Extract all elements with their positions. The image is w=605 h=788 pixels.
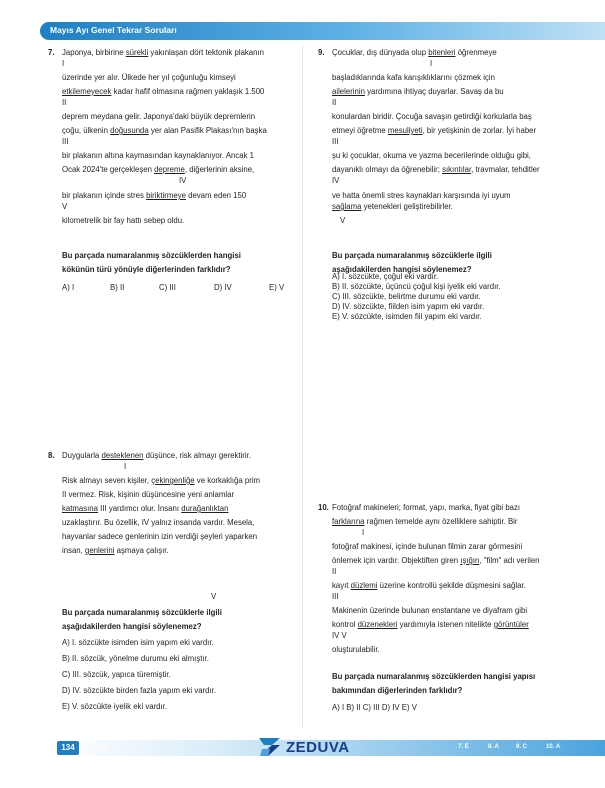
option-c[interactable]: C) III <box>159 283 176 292</box>
passage-line <box>62 113 255 121</box>
passage-line <box>62 452 251 460</box>
question-stem-line: kökünün türü yönüyle diğerlerinden farklıdır? <box>62 265 231 274</box>
passage-text: deprem meydana gelir. Japonya'daki büyük depremlerin <box>62 112 256 121</box>
passage-line <box>62 491 234 499</box>
passage-text: , diğerlerinin aksine, <box>184 165 255 174</box>
passage-text: II <box>332 98 337 107</box>
question-number: 9. <box>318 48 325 57</box>
passage-text: düşünce, risk almayı gerektirir. <box>143 451 251 460</box>
passage-text: kilometrelik bir fay hattı sebep oldu. <box>62 216 185 225</box>
question-number: 10. <box>318 503 329 512</box>
passage-line <box>62 519 254 527</box>
question-stem-line: Bu parçada numaralanmış sözcüklerden hangisi yapısı <box>332 672 536 681</box>
option-c[interactable]: C) III. sözcük, yapıca türemiştir. <box>62 670 171 679</box>
passage-text: yakınlaşan dört tektonik plakanın <box>148 48 264 57</box>
brand-logo <box>258 736 350 758</box>
numbered-word: doğusunda <box>110 126 149 135</box>
answer-key-item: 7. E <box>458 744 469 750</box>
question-number: 7. <box>48 48 55 57</box>
passage-text: insan, <box>62 546 85 555</box>
passage-text: III <box>62 137 69 146</box>
passage-line <box>332 166 540 174</box>
passage-line <box>332 543 522 551</box>
passage-text: II <box>332 567 337 576</box>
passage-line <box>430 60 432 68</box>
passage-text: bir plakanın içinde stres <box>62 191 147 200</box>
option-a[interactable]: A) I <box>62 283 75 292</box>
passage-line <box>62 192 246 200</box>
passage-text: üzerine kontrollü şekilde düşmesini sağlar. <box>377 581 526 590</box>
answer-key-item: 9. C <box>516 744 528 750</box>
option-a[interactable]: A) I. sözcükte isimden isim yapım eki vardır. <box>62 638 214 647</box>
passage-text: Çocuklar, dış dünyada olup <box>332 48 429 57</box>
passage-text: başladıklarında kafa karışıklıklarını çözmek için <box>332 73 495 82</box>
option-c[interactable]: C) III. sözcükte, belirtme durumu eki vardır. <box>332 292 481 301</box>
passage-line <box>332 632 347 640</box>
passage-line <box>62 138 69 146</box>
option-d[interactable]: D) IV <box>214 283 232 292</box>
numbered-word: ailelerinin <box>332 87 365 96</box>
option-a[interactable]: A) I. sözcükte, çoğul eki vardır. <box>332 272 439 281</box>
passage-text: etmeyi öğretme <box>332 126 388 135</box>
passage-line <box>62 166 254 174</box>
numbered-word: bitenleri <box>428 48 456 57</box>
passage-text: I <box>430 59 433 68</box>
passage-line <box>332 593 339 601</box>
page-header-banner <box>40 22 605 40</box>
passage-line <box>179 177 186 185</box>
numbered-word: biriktirmeye <box>146 191 186 200</box>
passage-line <box>62 152 254 160</box>
brand-name: ZEDUVA <box>286 739 350 756</box>
zeduva-logo-icon <box>258 736 284 758</box>
passage-line <box>332 127 536 135</box>
passage-line <box>332 646 380 654</box>
passage-line <box>62 533 257 541</box>
answer-key-item: 10. A <box>546 744 561 750</box>
numbered-word: katmasına <box>62 504 98 513</box>
passage-line <box>332 138 339 146</box>
passage-text: , "film" adı verilen <box>479 556 540 565</box>
passage-line <box>62 547 169 555</box>
passage-text: ve hatta önemli stres kaynakları karşısında iyi uyum <box>332 191 511 200</box>
passage-text: Japonya, birbirine <box>62 48 126 57</box>
option-d[interactable]: D) IV. sözcükte, fiilden isim yapım eki vardır. <box>332 302 485 311</box>
passage-line <box>332 518 518 526</box>
question-stem-line: aşağıdakilerden hangisi söylenemez? <box>62 622 202 631</box>
option-b[interactable]: B) II. sözcükte, üçüncü çoğul kişi iyelik eki vardır. <box>332 282 501 291</box>
question-stem-line: bakımından diğerlerinden farklıdır? <box>332 686 463 695</box>
passage-line <box>332 504 520 512</box>
passage-text: Fotoğraf makineleri; format, yapı, marka, fiyat gibi bazı <box>332 503 521 512</box>
numbered-word: çekingenliğe <box>151 476 195 485</box>
passage-text: uzaklaştırır. Bu özellik, IV yalnız insanda vardır. Mesela, <box>62 518 255 527</box>
passage-line <box>62 477 260 485</box>
passage-text: , bir yetişkinin de zorlar. İyi haber <box>422 126 537 135</box>
passage-line <box>332 88 504 96</box>
passage-line <box>124 463 126 471</box>
passage-text: Makinenin üzerinde bulunan enstantane ve diyafram gibi <box>332 606 528 615</box>
option-b[interactable]: B) II. sözcük, yönelme durumu eki almıştır. <box>62 654 209 663</box>
option-e[interactable]: E) V. sözcükte iyelik eki vardır. <box>62 702 168 711</box>
numbered-word: sürekli <box>125 48 149 57</box>
passage-text: öğrenmeye <box>455 48 497 57</box>
passage-text: önlemek için vardır. Objektiften giren <box>332 556 461 565</box>
passage-line <box>62 99 66 107</box>
passage-text: devam eden 150 <box>185 191 247 200</box>
passage-text: aşmaya çalışır. <box>114 546 169 555</box>
passage-text: II <box>62 98 67 107</box>
passage-text: fotoğraf makinesi, içinde bulunan filmin zarar görmesini <box>332 542 523 551</box>
passage-line <box>332 607 527 615</box>
page-footer <box>40 736 605 764</box>
numbered-word: durağanlıktan <box>181 504 229 513</box>
passage-line <box>332 152 531 160</box>
numbered-word: genlerini <box>84 546 115 555</box>
numbered-word: sıkıntılar <box>442 165 472 174</box>
passage-line <box>62 74 236 82</box>
passage-line <box>62 127 267 135</box>
passage-text: V <box>340 216 346 225</box>
option-e[interactable]: E) V <box>269 283 285 292</box>
passage-text: şu ki çocuklar, okuma ve yazma becerilerinde olduğu gibi, <box>332 151 531 160</box>
passage-line <box>62 505 228 513</box>
passage-text: üzerinde yer alır. Ülkede her yıl çoğunluğu kimseyi <box>62 73 236 82</box>
passage-text: rağmen temelde aynı özelliklere sahiptir. Bir <box>364 517 518 526</box>
numbered-word: görüntüler <box>493 620 529 629</box>
passage-line <box>332 74 495 82</box>
passage-line <box>332 99 336 107</box>
numbered-word: desteklenen <box>101 451 144 460</box>
passage-text: kadar hafif olmasına rağmen yaklaşık 1.500 <box>111 87 265 96</box>
numbered-word: etkilemeyecek <box>62 87 112 96</box>
page-header-title: Mayıs Ayı Genel Tekrar Soruları <box>50 25 177 35</box>
passage-text: çoğu, ülkenin <box>62 126 111 135</box>
numbered-word: sağlama <box>332 202 362 211</box>
passage-text: III yardımcı olur. İnsanı <box>97 504 182 513</box>
answer-key-item: 8. A <box>488 744 499 750</box>
passage-text: kontrol <box>332 620 358 629</box>
passage-text: bir plakanın altına kaymasından kaynaklanıyor. Ancak 1 <box>62 151 255 160</box>
passage-line <box>62 217 184 225</box>
passage-text: IV <box>179 176 187 185</box>
option-d[interactable]: D) IV. sözcükte birden fazla yapım eki vardır. <box>62 686 216 695</box>
numbered-word: düzenekleri <box>357 620 398 629</box>
passage-line <box>362 529 364 537</box>
passage-text: V <box>62 202 68 211</box>
passage-line <box>332 177 339 185</box>
passage-line <box>62 49 264 57</box>
passage-line <box>340 217 345 225</box>
passage-line <box>62 203 67 211</box>
numbered-word: farklarına <box>332 517 365 526</box>
marker-v: V <box>211 592 217 601</box>
options-line[interactable]: A) I B) II C) III D) IV E) V <box>332 703 417 712</box>
passage-line <box>332 568 336 576</box>
numbered-word: mesuliyeti <box>387 126 423 135</box>
question-stem-line: Bu parçada numaralanmış sözcüklerle ilgili <box>332 251 492 260</box>
passage-text: Risk almayı seven kişiler, <box>62 476 152 485</box>
passage-text: yetenekleri geliştirebilirler. <box>361 202 453 211</box>
passage-line <box>332 203 453 211</box>
passage-text: , travmalar, tehditler <box>471 165 540 174</box>
passage-text: kayıt <box>332 581 351 590</box>
passage-line <box>332 557 540 565</box>
passage-text: yer alan Pasifik Plakası'nın başka <box>148 126 267 135</box>
passage-line <box>332 49 497 57</box>
passage-text: III <box>332 592 339 601</box>
question-stem-line: Bu parçada numaralanmış sözcüklerle ilgili <box>62 608 222 617</box>
passage-text: I <box>124 462 127 471</box>
page-number: 134 <box>57 741 79 755</box>
passage-line <box>62 88 264 96</box>
option-e[interactable]: E) V. sözcükte, isimden fiil yapım eki vardır. <box>332 312 482 321</box>
passage-text: IV <box>332 176 340 185</box>
passage-text: I <box>362 528 365 537</box>
passage-text: IV V <box>332 631 347 640</box>
passage-text: dayanıklı olmayı da öğrenebilir; <box>332 165 443 174</box>
question-stem-line: Bu parçada numaralanmış sözcüklerden hangisi <box>62 251 241 260</box>
passage-line <box>332 621 529 629</box>
passage-text: yardımına ihtiyaç duyarlar. Savaş da bu <box>364 87 504 96</box>
passage-text: yardımıyla istenen nitelikte <box>397 620 494 629</box>
question-stem-line: aşağıdakilerden hangisi söylenemez? <box>332 265 472 274</box>
passage-text: Duygularla <box>62 451 102 460</box>
numbered-word: ışığın <box>460 556 480 565</box>
passage-text: ve korkaklığa prim <box>194 476 261 485</box>
question-number: 8. <box>48 451 55 460</box>
passage-text: III <box>332 137 339 146</box>
passage-line <box>332 582 526 590</box>
option-b[interactable]: B) II <box>110 283 125 292</box>
passage-text: oluşturulabilir. <box>332 645 380 654</box>
numbered-word: düzlemi <box>350 581 378 590</box>
passage-text: Ocak 2024'te gerçekleşen <box>62 165 155 174</box>
passage-text: II vermez. Risk, kişinin düşüncesine yeni anlamlar <box>62 490 235 499</box>
passage-text: hayvanlar sadece genlerinin izin verdiği şeyleri yaparken <box>62 532 258 541</box>
passage-line <box>332 192 511 200</box>
passage-line <box>332 113 532 121</box>
column-divider <box>302 46 303 728</box>
passage-text: I <box>62 59 65 68</box>
numbered-word: depreme <box>154 165 185 174</box>
passage-text: konulardan biridir. Çocuğa savaşın getirdiği korkularla baş <box>332 112 532 121</box>
passage-line <box>62 60 64 68</box>
